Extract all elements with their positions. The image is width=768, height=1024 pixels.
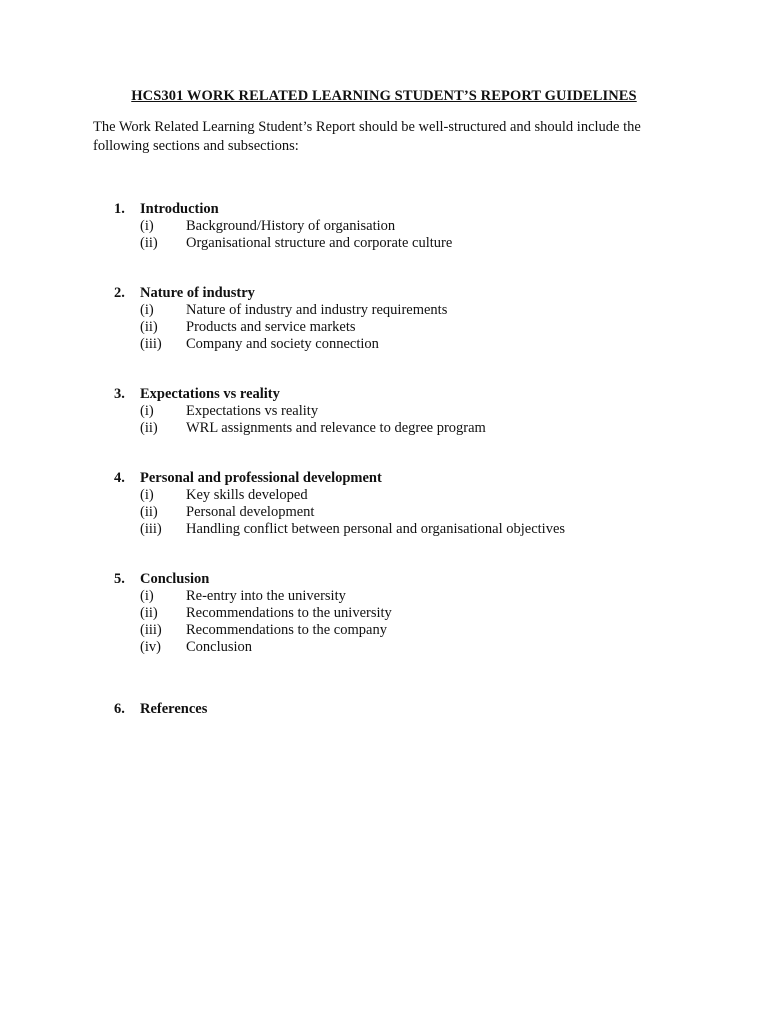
item-numeral: (i) [140, 487, 154, 503]
list-item [114, 302, 674, 319]
item-numeral: (iii) [140, 521, 162, 537]
item-numeral: (i) [140, 403, 154, 419]
section-heading [114, 470, 674, 487]
item-numeral: (ii) [140, 504, 158, 520]
item-text: Expectations vs reality [186, 403, 319, 419]
list-item [114, 487, 674, 504]
section-heading [114, 571, 674, 588]
item-text: WRL assignments and relevance to degree program [186, 420, 486, 436]
list-item [114, 319, 674, 336]
list-item [114, 605, 674, 622]
section-personal-professional-development [114, 470, 674, 538]
list-item [114, 521, 674, 538]
list-item [114, 218, 674, 235]
list-item [114, 403, 674, 420]
item-numeral: (ii) [140, 420, 158, 436]
item-text: Personal development [186, 504, 315, 520]
item-numeral: (i) [140, 302, 154, 318]
section-expectations-vs-reality [114, 386, 674, 437]
section-number: 6. [114, 701, 125, 717]
item-text: Background/History of organisation [186, 218, 396, 234]
list-item [114, 639, 674, 656]
item-text: Recommendations to the company [186, 622, 387, 638]
section-number: 1. [114, 201, 125, 217]
item-text: Key skills developed [186, 487, 308, 503]
list-item [114, 420, 674, 437]
list-item [114, 504, 674, 521]
list-item [114, 622, 674, 639]
section-title: References [140, 701, 208, 717]
item-numeral: (ii) [140, 235, 158, 251]
section-heading [114, 285, 674, 302]
section-number: 4. [114, 470, 125, 486]
section-title: Expectations vs reality [140, 386, 280, 402]
section-conclusion [114, 571, 674, 656]
section-number: 2. [114, 285, 125, 301]
item-numeral: (iv) [140, 639, 161, 655]
item-text: Re-entry into the university [186, 588, 346, 604]
section-title: Nature of industry [140, 285, 255, 301]
item-text: Conclusion [186, 639, 253, 655]
section-introduction [114, 201, 674, 252]
section-references [114, 701, 674, 718]
item-numeral: (i) [140, 218, 154, 234]
item-numeral: (i) [140, 588, 154, 604]
item-numeral: (ii) [140, 605, 158, 621]
section-number: 3. [114, 386, 125, 402]
item-text: Recommendations to the university [186, 605, 392, 621]
section-number: 5. [114, 571, 125, 587]
item-text: Products and service markets [186, 319, 356, 335]
list-item [114, 336, 674, 353]
section-title: Personal and professional development [140, 470, 382, 486]
document-title: HCS301 WORK RELATED LEARNING STUDENT’S REPORT GUIDELINES [131, 88, 637, 104]
item-numeral: (iii) [140, 622, 162, 638]
item-numeral: (ii) [140, 319, 158, 335]
section-heading [114, 701, 674, 718]
item-text: Company and society connection [186, 336, 379, 352]
list-item [114, 588, 674, 605]
item-text: Nature of industry and industry requirements [186, 302, 448, 318]
section-nature-of-industry [114, 285, 674, 353]
section-heading [114, 201, 674, 218]
intro-paragraph: The Work Related Learning Student’s Report should be well-structured and should include the following sections and subsections: [93, 119, 641, 154]
item-text: Handling conflict between personal and organisational objectives [186, 521, 566, 537]
list-item [114, 235, 674, 252]
item-text: Organisational structure and corporate culture [186, 235, 453, 251]
section-title: Introduction [140, 201, 219, 217]
item-numeral: (iii) [140, 336, 162, 352]
section-heading [114, 386, 674, 403]
section-title: Conclusion [140, 571, 210, 587]
